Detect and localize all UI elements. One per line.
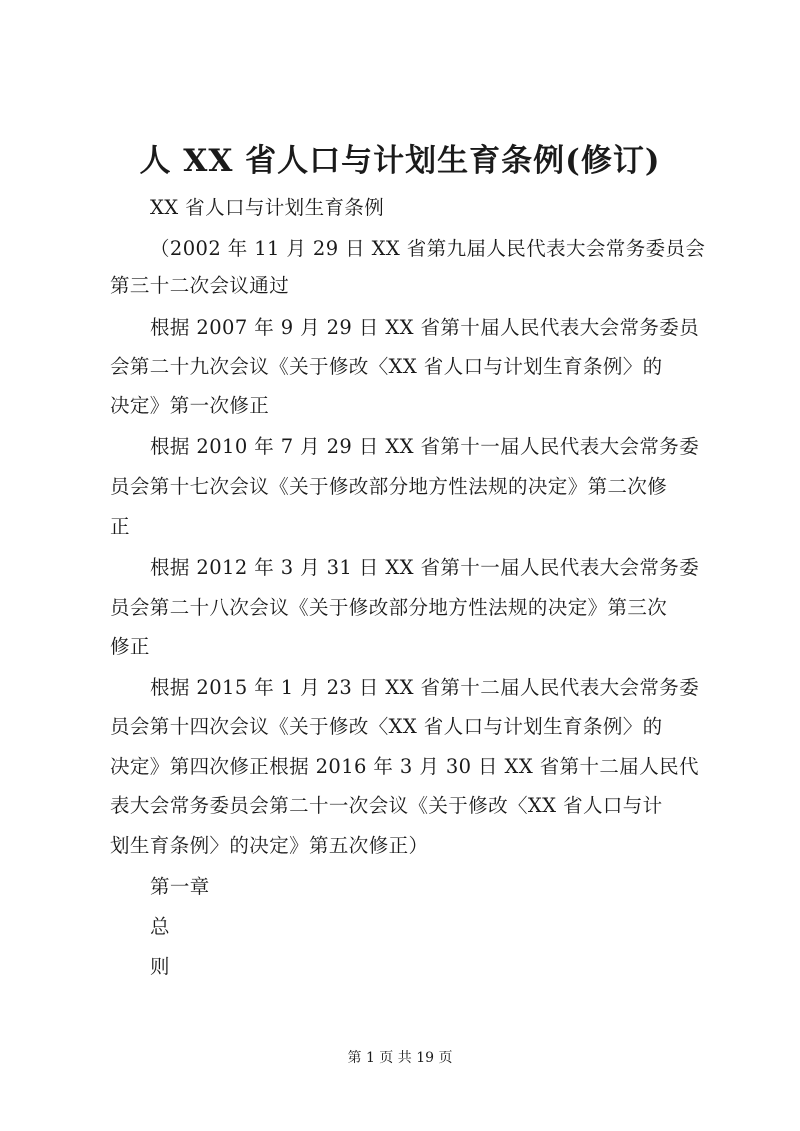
page-footer: 第 1 页 共 19 页 <box>347 1050 453 1066</box>
text-line-amend3-2: 员会第二十八次会议《关于修改部分地方性法规的决定》第三次 <box>110 596 668 619</box>
text-line-amend3-1: 根据 2012 年 3 月 31 日 XX 省第十一届人民代表大会常务委 <box>150 556 700 579</box>
text-line-amend2-1: 根据 2010 年 7 月 29 日 XX 省第十一届人民代表大会常务委 <box>150 435 700 458</box>
text-line-amend4-4: 表大会常务委员会第二十一次会议《关于修改〈XX 省人口与计 <box>110 794 663 817</box>
text-line-amend4-2: 员会第十四次会议《关于修改〈XX 省人口与计划生育条例〉的 <box>110 715 663 738</box>
text-line-amend4-5: 划生育条例〉的决定》第五次修正） <box>110 834 429 857</box>
text-line-adopted-2: 第三十二次会议通过 <box>110 274 290 297</box>
text-line-amend4-1: 根据 2015 年 1 月 23 日 XX 省第十二届人民代表大会常务委 <box>150 676 700 699</box>
text-line-adopted-1: （2002 年 11 月 29 日 XX 省第九届人民代表大会常务委员会 <box>150 237 706 260</box>
chapter-title-char-1: 总 <box>150 915 170 938</box>
text-line-amend1-1: 根据 2007 年 9 月 29 日 XX 省第十届人民代表大会常务委员 <box>150 316 700 339</box>
text-line-amend1-3: 决定》第一次修正 <box>110 394 270 417</box>
text-line-amend3-3: 修正 <box>110 635 150 658</box>
text-line-amend2-3: 正 <box>110 515 130 538</box>
text-line-amend2-2: 员会第十七次会议《关于修改部分地方性法规的决定》第二次修 <box>110 475 668 498</box>
chapter-title-char-2: 则 <box>150 955 170 978</box>
text-line-amend4-3: 决定》第四次修正根据 2016 年 3 月 30 日 XX 省第十二届人民代 <box>110 755 699 778</box>
document-title: 人 XX 省人口与计划生育条例(修订) <box>139 143 661 179</box>
text-line-law-name: XX 省人口与计划生育条例 <box>150 196 385 219</box>
text-line-amend1-2: 会第二十九次会议《关于修改〈XX 省人口与计划生育条例〉的 <box>110 355 663 378</box>
chapter-heading: 第一章 <box>150 875 210 898</box>
